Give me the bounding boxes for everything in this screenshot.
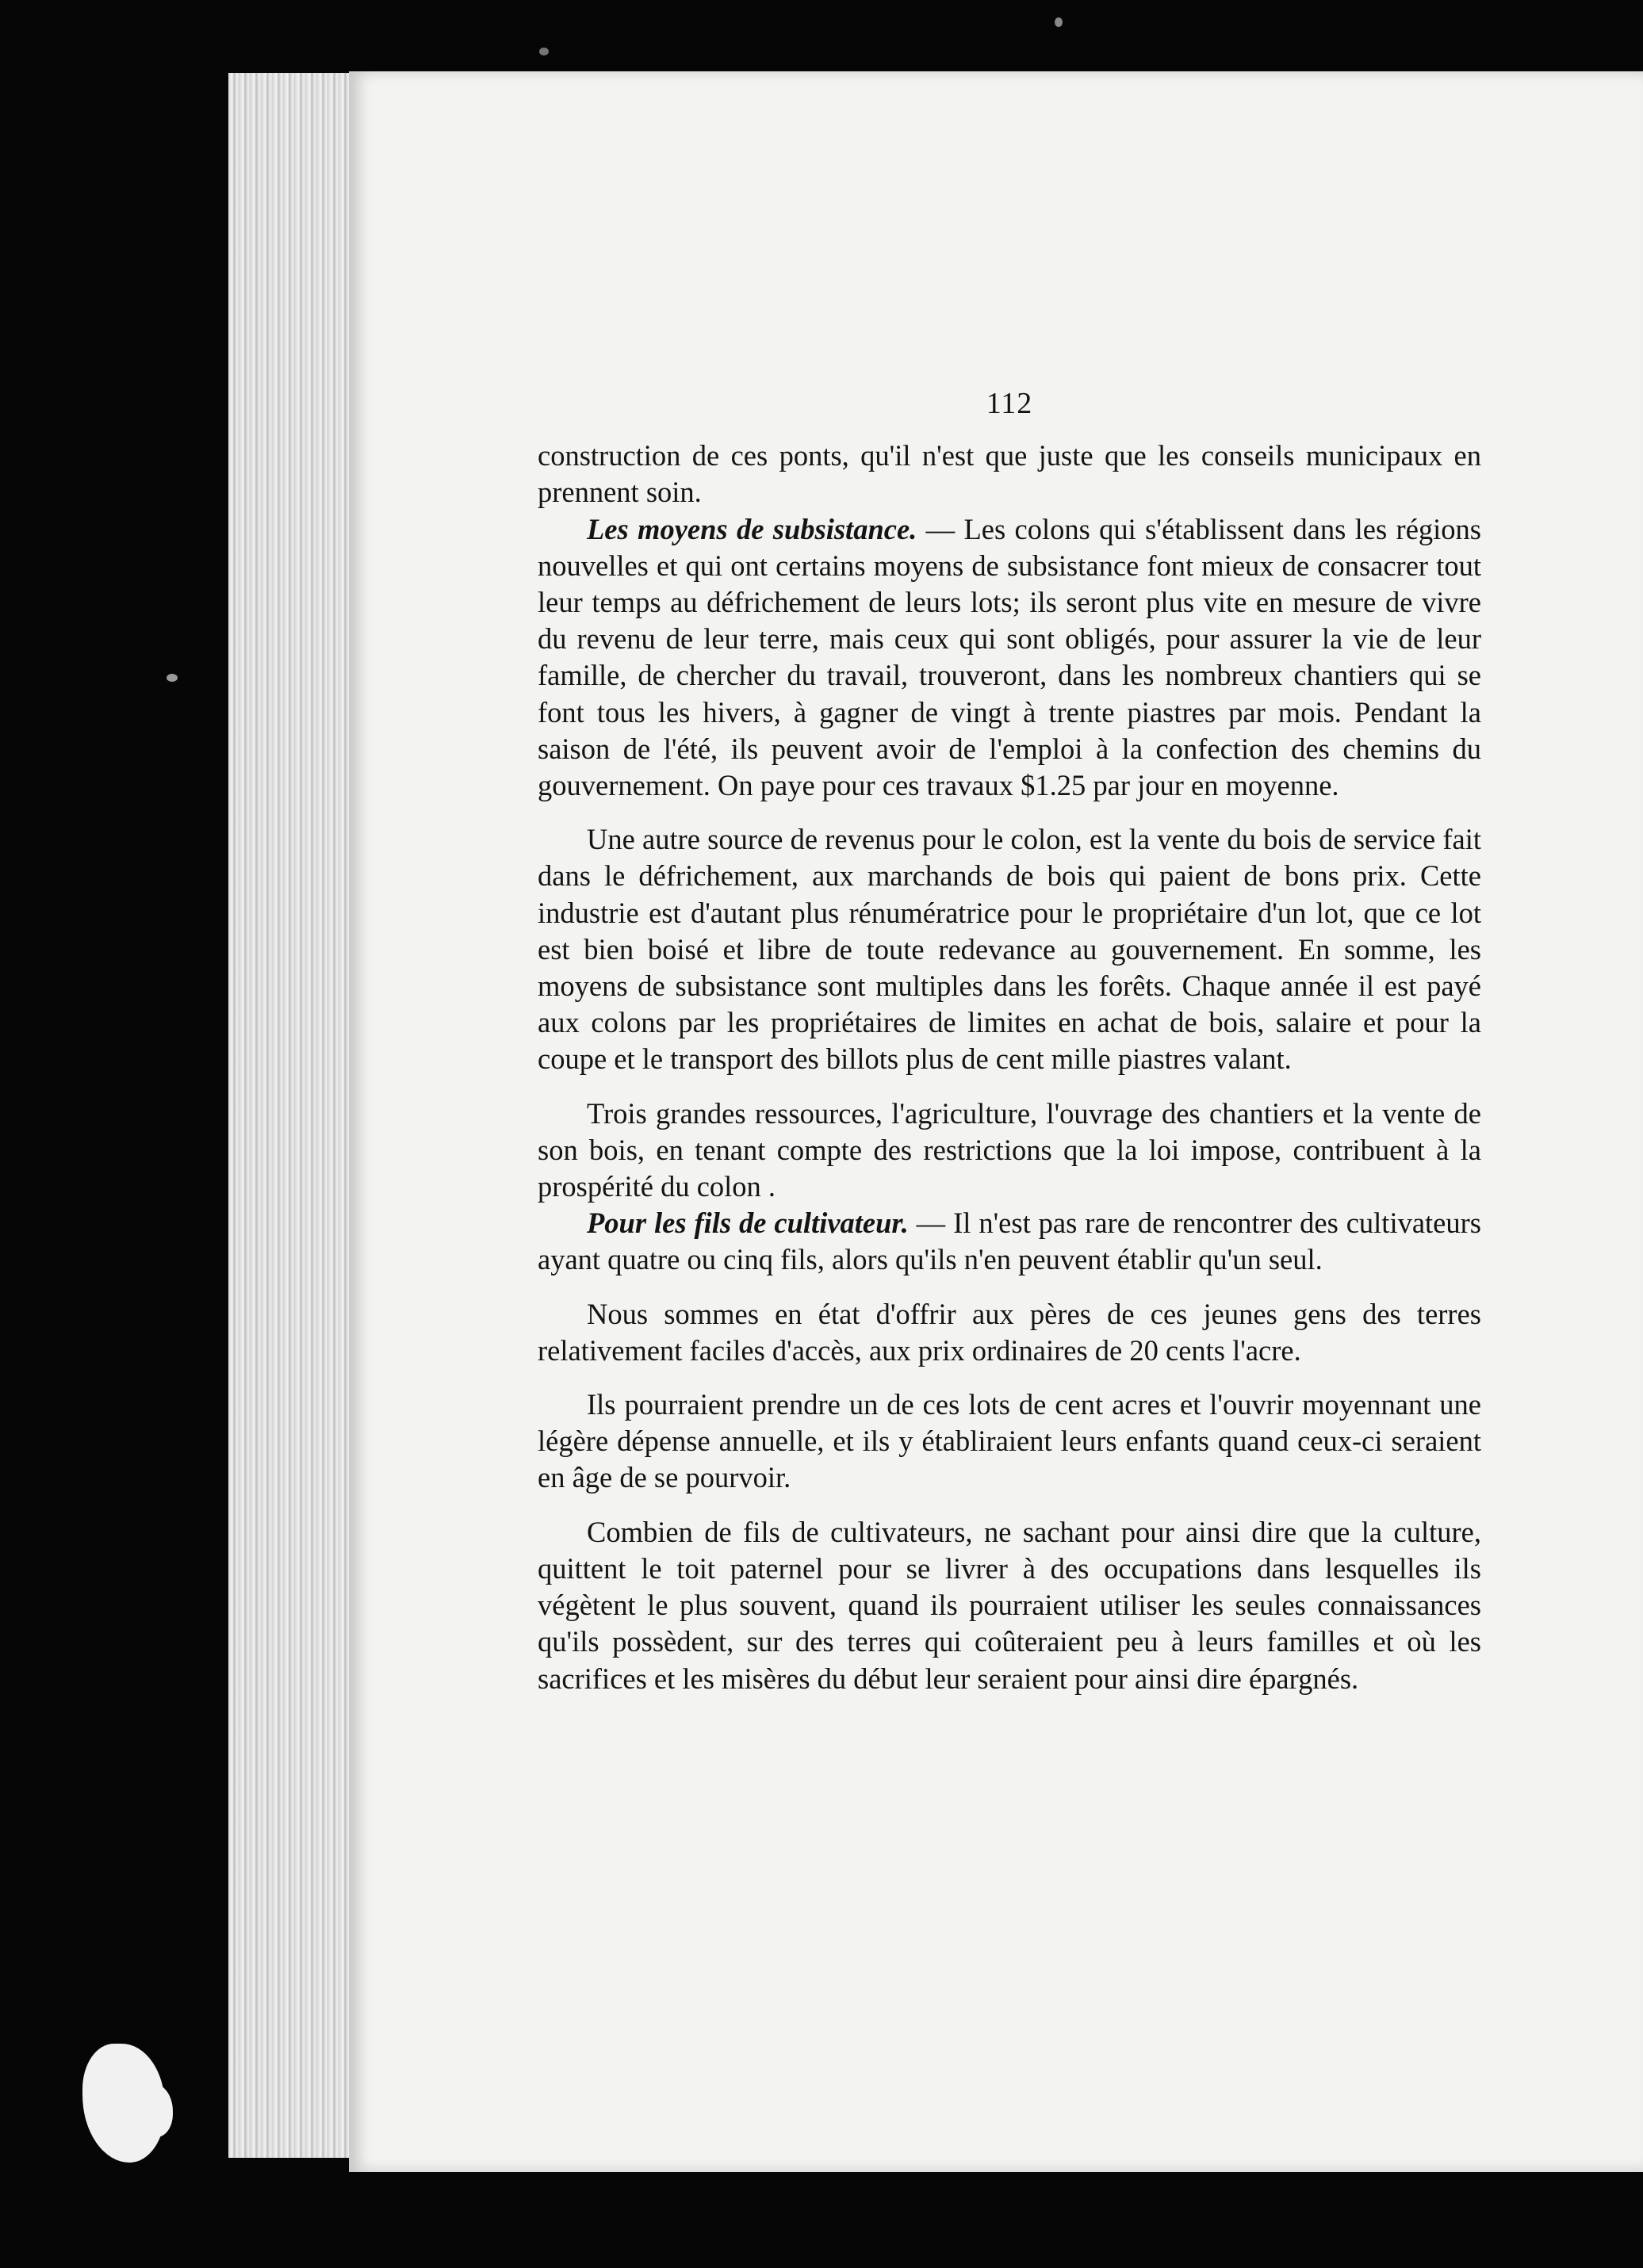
paragraph-2 [538,511,1481,805]
paragraph-8-text: Combien de fils de cultivateurs, ne sachant pour ainsi dire que la culture, quittent le toit paternel pour se livrer à des occupations dans lesquelles ils végètent le plus souvent, quand ils pourraient utiliser les seules connaissances qu'ils possèdent, sur des terres qui coûteraient peu à leurs familles et où les sacrifices et les misères du début leur seraient pour ainsi dire épargnés. [538,1515,1481,1695]
page-number: 112 [986,387,1033,420]
paragraph-2-text: — Les colons qui s'établissent dans les régions nouvelles et qui ont certains moyens de subsistance font mieux de consacrer tout leur temps au défrichement de leurs lots; ils seront plus vite en mesure de vivre du revenu de leur terre, mais ceux qui sont obligés, pour assurer la vie de leur famille, de chercher du travail, trouveront, dans les nombreux chantiers qui se font tous les hivers, à gagner de vingt à trente piastres par mois. Pendant la saison de l'été, ils peuvent avoir de l'emploi à la confection des chemins du gouvernement. On paye pour ces travaux $1.25 par jour en moyenne. [538,512,1481,802]
paragraph-5-text: — Il n'est pas rare de rencontrer des cultivateurs ayant quatre ou cinq fils, alors qu'ils n'en peuvent établir qu'un seul. [538,1207,1481,1276]
paragraph-1-text: construction de ces ponts, qu'il n'est que juste que les conseils municipaux en prennent soin. [538,439,1481,509]
dust-speck [167,674,178,682]
paragraph-1 [538,438,1481,511]
page-text [538,385,1481,1697]
paragraph-7-text: Ils pourraient prendre un de ces lots de cent acres et l'ouvrir moyennant une légère dépense annuelle, et ils y établiraient leurs enfants quand ceux-ci seraient en âge de se pourvoir. [538,1388,1481,1494]
page-edges [228,73,357,2158]
paragraph-5-heading: Pour les fils de cultivateur. [587,1207,909,1240]
dust-speck [1055,17,1063,27]
paragraph-4-text: Trois grandes ressources, l'agriculture, l'ouvrage des chantiers et la vente de son bois, en tenant compte des restrictions que la loi impose, contribuent à la prospérité du colon . [538,1096,1481,1203]
paragraph-6 [538,1296,1481,1369]
paragraph-8 [538,1514,1481,1697]
paragraph-2-heading: Les moyens de subsistance. [587,512,917,545]
book-page [349,71,1643,2172]
paragraph-5 [538,1205,1481,1278]
paragraph-3 [538,821,1481,1077]
dust-speck [539,48,549,55]
paragraph-6-text: Nous sommes en état d'offrir aux pères de ces jeunes gens des terres relativement faciles d'accès, aux prix ordinaires de 20 cents l'acre. [538,1297,1481,1367]
paragraph-7 [538,1386,1481,1497]
paragraph-3-text: Une autre source de revenus pour le colon, est la vente du bois de service fait dans le défrichement, aux marchands de bois qui paient de bons prix. Cette industrie est d'autant plus rénumératrice pour le propriétaire d'un lot, que ce lot est bien boisé et libre de toute redevance au gouvernement. En somme, les moyens de subsistance sont multiples dans les forêts. Chaque année il est payé aux colons par les propriétaires de limites en achat de bois, salaire et pour la coupe et le transport des billots plus de cent mille piastres valant. [538,823,1481,1076]
paragraph-4 [538,1096,1481,1206]
